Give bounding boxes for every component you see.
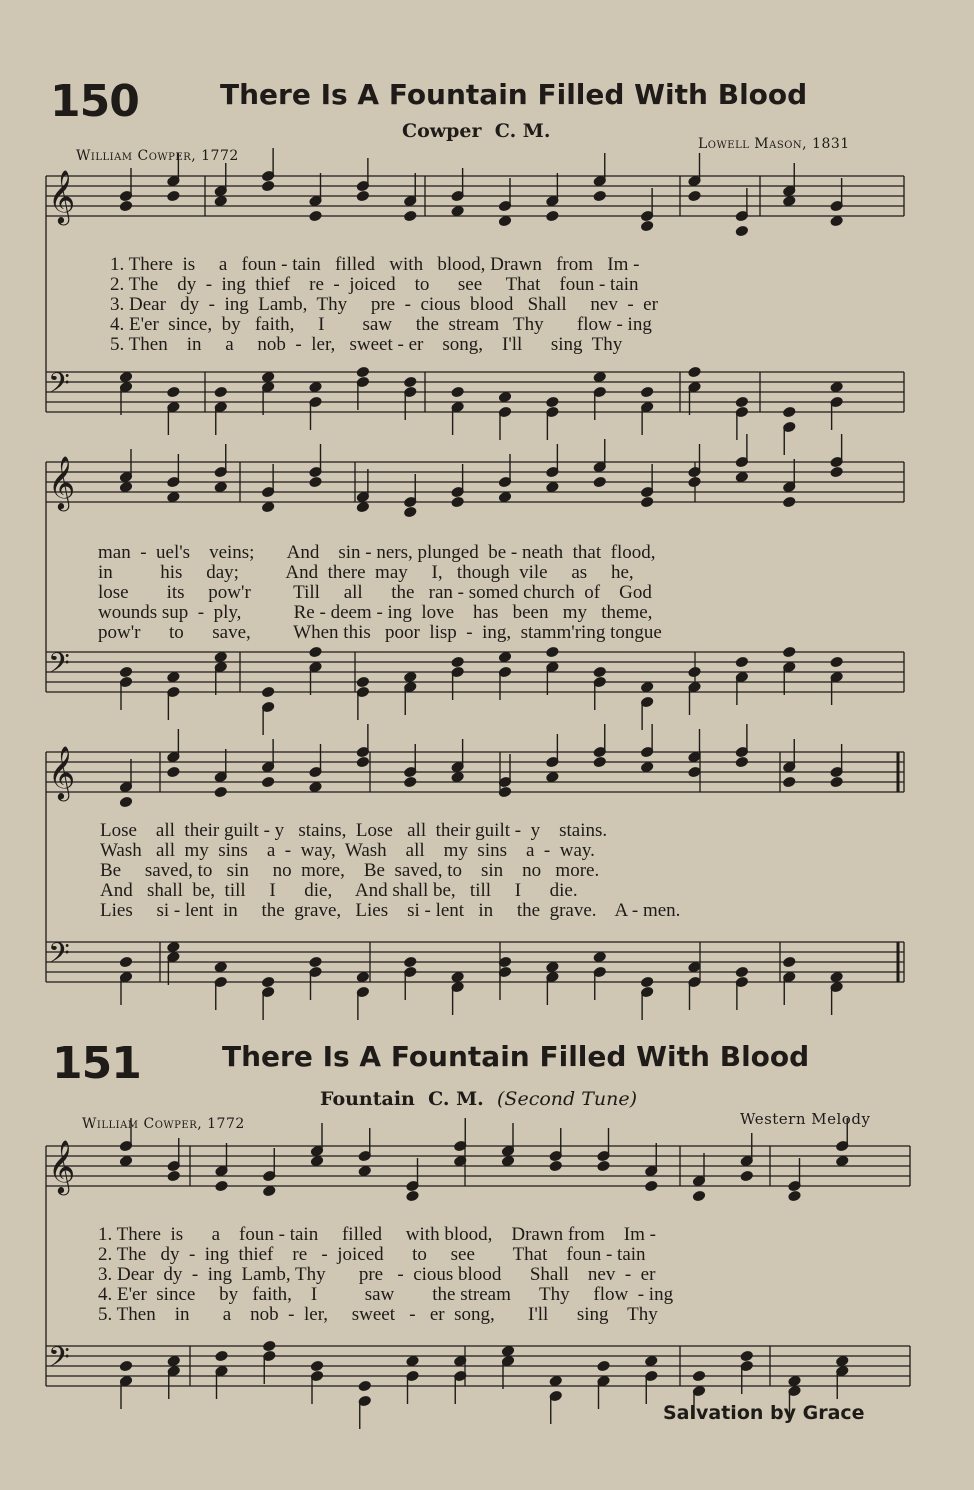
lyric-line: 5. Then in a nob - ler, sweet - er song, I'll sing Thy (98, 1304, 658, 1325)
lyric-line: 2. The dy - ing thief re - joiced to see That foun - tain (110, 274, 639, 295)
svg-text:𝄞: 𝄞 (48, 455, 76, 509)
svg-text:𝄢: 𝄢 (48, 1341, 70, 1381)
lyric-line: 5. Then in a nob - ler, sweet - er song, I'll sing Thy (110, 334, 623, 355)
meter-label: C. M. (428, 1088, 484, 1110)
svg-text:𝄞: 𝄞 (48, 745, 76, 799)
svg-text:𝄢: 𝄢 (48, 647, 70, 687)
svg-text:𝄞: 𝄞 (48, 169, 76, 223)
composer-credit: Lowell Mason, 1831 (698, 136, 850, 152)
lyric-line: lose its pow'r Till all the ran - somed church of God (98, 582, 652, 603)
tune-name (402, 120, 550, 142)
composer-credit: Western Melody (740, 1110, 871, 1128)
svg-text:𝄞: 𝄞 (48, 1139, 76, 1193)
author-credit: William Cowper, 1772 (76, 148, 239, 164)
svg-text:𝄢: 𝄢 (48, 367, 70, 407)
lyric-line: man - uel's veins; And sin - ners, plunged be - neath that flood, (98, 542, 656, 563)
tune-note: (Second Tune) (497, 1088, 638, 1110)
lyric-line: 4. E'er since, by faith, I saw the stream Thy flow - ing (110, 314, 652, 335)
lyric-line: Lies si - lent in the grave, Lies si - lent in the grave. A - men. (100, 900, 681, 921)
lyric-line: 2. The dy - ing thief re - joiced to see That foun - tain (98, 1244, 646, 1265)
lyric-line: 1. There is a foun - tain filled with blood, Drawn from Im - (98, 1224, 656, 1245)
tune-name (320, 1088, 637, 1110)
lyric-line: Be saved, to sin no more, Be saved, to sin no more. (100, 860, 600, 881)
tune-label: Fountain (320, 1088, 415, 1110)
lyric-line: pow'r to save, When this poor lisp - ing, stamm'ring tongue (98, 622, 662, 643)
lyric-line: 3. Dear dy - ing Lamb, Thy pre - cious blood Shall nev - er (110, 294, 658, 315)
author-credit: William Cowper, 1772 (82, 1116, 245, 1132)
lyric-line: wounds sup - ply, Re - deem - ing love has been my theme, (98, 602, 653, 623)
hymn-title: There Is A Fountain Filled With Blood (220, 78, 808, 111)
meter-label: C. M. (494, 120, 551, 142)
lyric-line: in his day; And there may I, though vile as he, (98, 562, 634, 583)
lyric-line: 4. E'er since by faith, I saw the stream Thy flow - ing (98, 1284, 674, 1305)
tune-label: Cowper (402, 120, 482, 142)
section-footer: Salvation by Grace (663, 1402, 865, 1424)
lyric-line: Lose all their guilt - y stains, Lose all their guilt - y stains. (100, 820, 608, 841)
lyric-line: 3. Dear dy - ing Lamb, Thy pre - cious blood Shall nev - er (98, 1264, 656, 1285)
lyric-line: Wash all my sins a - way, Wash all my sins a - way. (100, 840, 595, 861)
hymn-title: There Is A Fountain Filled With Blood (222, 1040, 810, 1073)
lyric-line: And shall be, till I die, And shall be, till I die. (100, 880, 578, 901)
hymn-number: 151 (52, 1038, 141, 1089)
svg-text:𝄢: 𝄢 (48, 937, 70, 977)
lyric-line: 1. There is a foun - tain filled with blood, Drawn from Im - (110, 254, 640, 275)
hymn-number: 150 (50, 76, 139, 127)
